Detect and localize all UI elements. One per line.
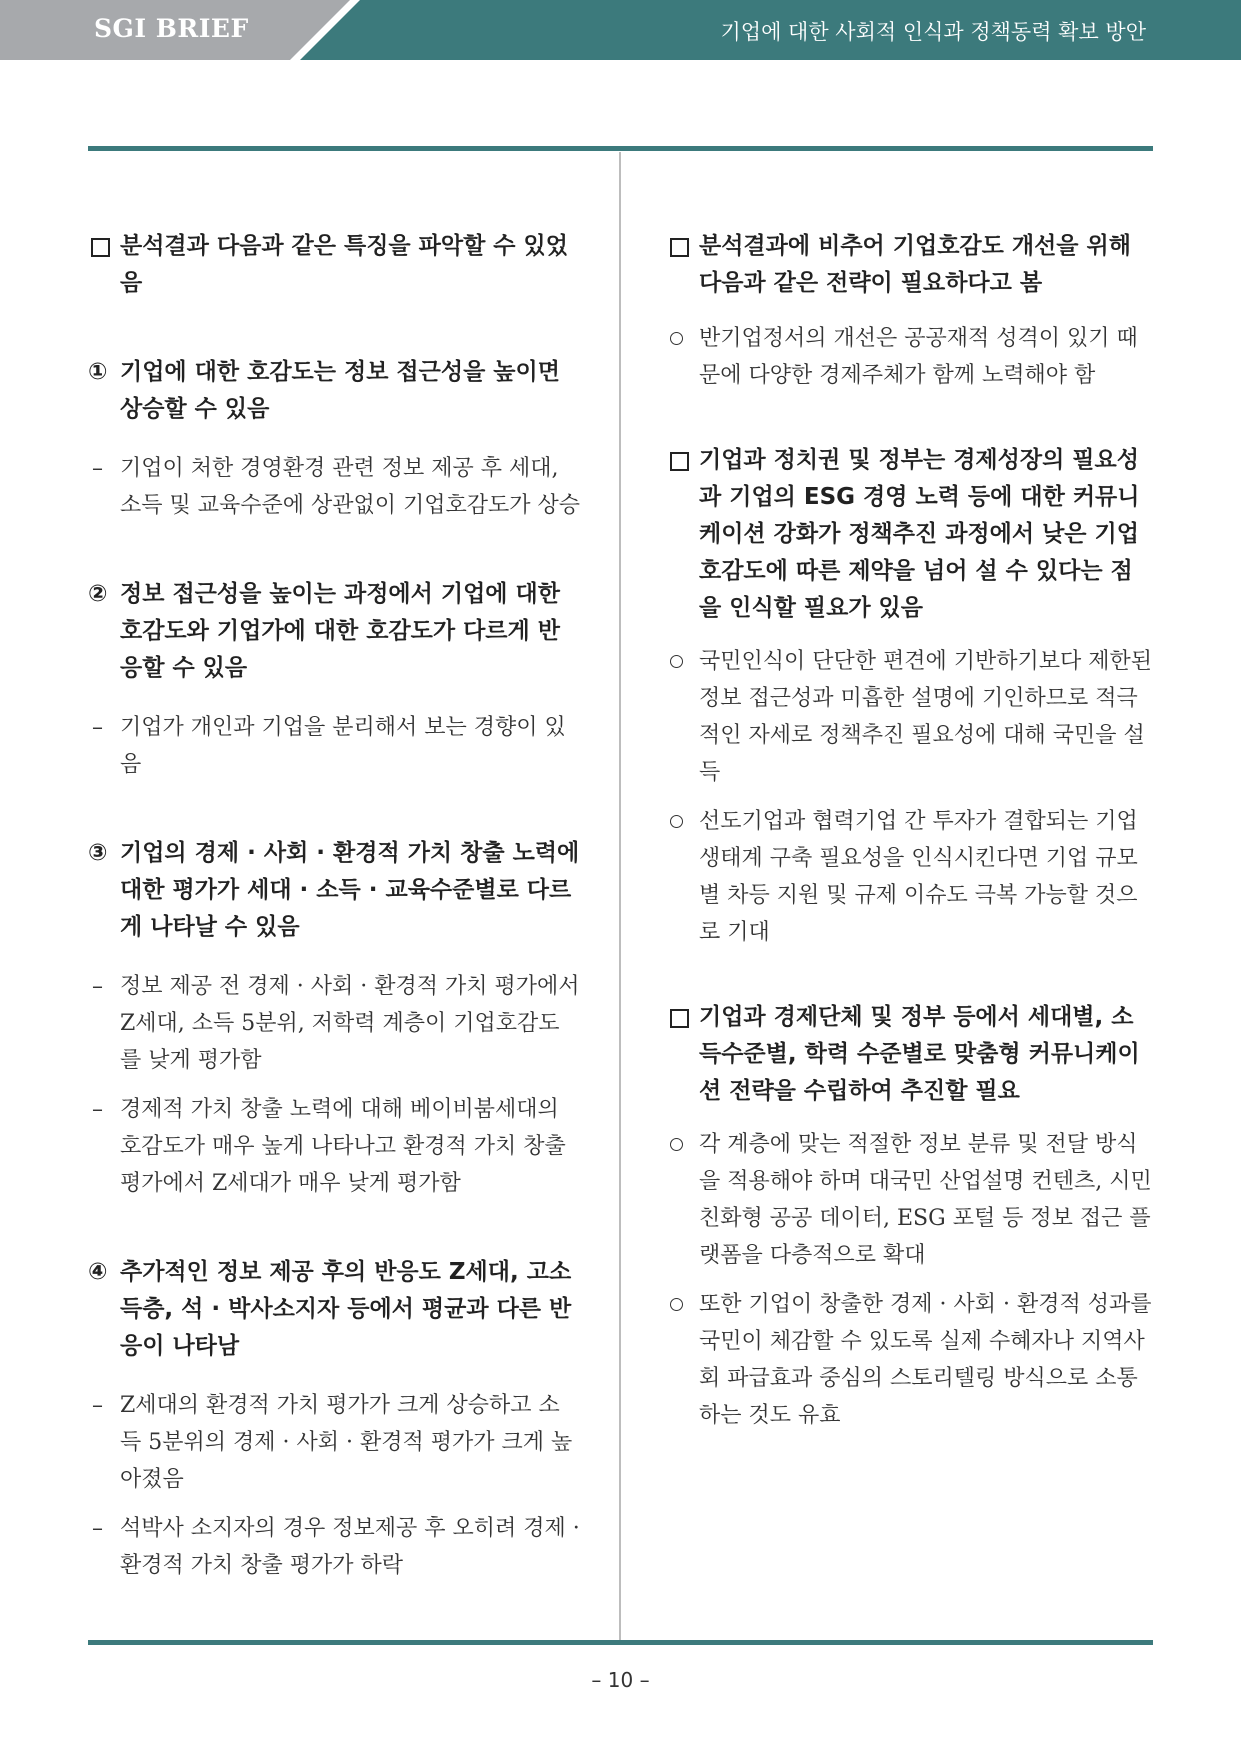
circle-item: 선도기업과 협력기업 간 투자가 결합되는 기업생태계 구축 필요성을 인식시킨다면 기업 규모별 차등 지원 및 규제 이슈도 극복 가능할 것으로 기대 [667, 803, 1153, 951]
circle-item: 또한 기업이 창출한 경제 · 사회 · 환경적 성과를 국민이 체감할 수 있도록 실제 수혜자나 지역사회 파급효과 중심의 스토리텔링 방식으로 소통하는 것도 유효 [667, 1286, 1153, 1434]
finding-text: 기업의 경제 · 사회 · 환경적 가치 창출 노력에 대한 평가가 세대 · 소득 · 교육수준별로 다르게 나타날 수 있음 [120, 840, 580, 940]
finding-item [88, 835, 580, 946]
dash-item: – 경제적 가치 창출 노력에 대해 베이비붐세대의 호감도가 매우 높게 나타나고 환경적 가치 창출 평가에서 Z세대가 매우 낮게 평가함 [88, 1091, 580, 1202]
circle-item: 반기업정서의 개선은 공공재적 성격이 있기 때문에 다양한 경제주체가 함께 노력해야 함 [667, 320, 1153, 394]
brand-logo-text: SGI BRIEF [94, 14, 249, 43]
circle-item: 각 계층에 맞는 적절한 정보 분류 및 전달 방식을 적용해야 하며 대국민 산업설명 컨텐츠, 시민 친화형 공공 데이터, ESG 포털 등 정보 접근 플랫폼을 다층적으로 확대 [667, 1126, 1153, 1274]
right-column [667, 228, 1153, 1434]
finding-text: 정보 접근성을 높이는 과정에서 기업에 대한 호감도와 기업가에 대한 호감도가 다르게 반응할 수 있음 [120, 581, 560, 681]
finding-text: 추가적인 정보 제공 후의 반응도 Z세대, 고소득층, 석 · 박사소지자 등에서 평균과 다른 반응이 나타남 [120, 1259, 572, 1359]
section-heading: 기업과 정치권 및 정부는 경제성장의 필요성과 기업의 ESG 경영 노력 등에 대한 커뮤니케이션 강화가 정책추진 과정에서 낮은 기업호감도에 따른 제약을 넘어 설 수 있다는 점을 인식할 필요가 있음 [667, 442, 1153, 627]
left-column [88, 228, 580, 1584]
section-heading: 분석결과에 비추어 기업호감도 개선을 위해 다음과 같은 전략이 필요하다고 봄 [667, 228, 1153, 302]
header-banner [0, 0, 1241, 60]
finding-item [88, 354, 580, 428]
column-divider [619, 152, 621, 1642]
dash-item: – 석박사 소지자의 경우 정보제공 후 오히려 경제 · 환경적 가치 창출 평가가 하락 [88, 1510, 580, 1584]
finding-item [88, 1254, 580, 1365]
page-number: – 10 – [591, 1668, 650, 1692]
bottom-rule [88, 1640, 1153, 1645]
document-title: 기업에 대한 사회적 인식과 정책동력 확보 방안 [720, 20, 1146, 44]
section-heading: 기업과 경제단체 및 정부 등에서 세대별, 소득수준별, 학력 수준별로 맞춤형 커뮤니케이션 전략을 수립하여 추진할 필요 [667, 999, 1153, 1110]
finding-item [88, 576, 580, 687]
dash-item: – 기업가 개인과 기업을 분리해서 보는 경향이 있음 [88, 709, 580, 783]
item-number: ① [88, 359, 108, 385]
dash-item: – Z세대의 환경적 가치 평가가 크게 상승하고 소득 5분위의 경제 · 사회 · 환경적 평가가 크게 높아졌음 [88, 1387, 580, 1498]
item-number: ② [88, 581, 108, 607]
section-heading: 분석결과 다음과 같은 특징을 파악할 수 있었음 [88, 228, 580, 302]
dash-item: – 정보 제공 전 경제 · 사회 · 환경적 가치 평가에서 Z세대, 소득 5분위, 저학력 계층이 기업호감도를 낮게 평가함 [88, 968, 580, 1079]
item-number: ③ [88, 840, 108, 866]
finding-text: 기업에 대한 호감도는 정보 접근성을 높이면 상승할 수 있음 [120, 359, 560, 422]
dash-item: – 기업이 처한 경영환경 관련 정보 제공 후 세대, 소득 및 교육수준에 상관없이 기업호감도가 상승 [88, 450, 580, 524]
top-rule [88, 146, 1153, 151]
circle-item: 국민인식이 단단한 편견에 기반하기보다 제한된 정보 접근성과 미흡한 설명에 기인하므로 적극적인 자세로 정책추진 필요성에 대해 국민을 설득 [667, 643, 1153, 791]
item-number: ④ [88, 1259, 108, 1285]
